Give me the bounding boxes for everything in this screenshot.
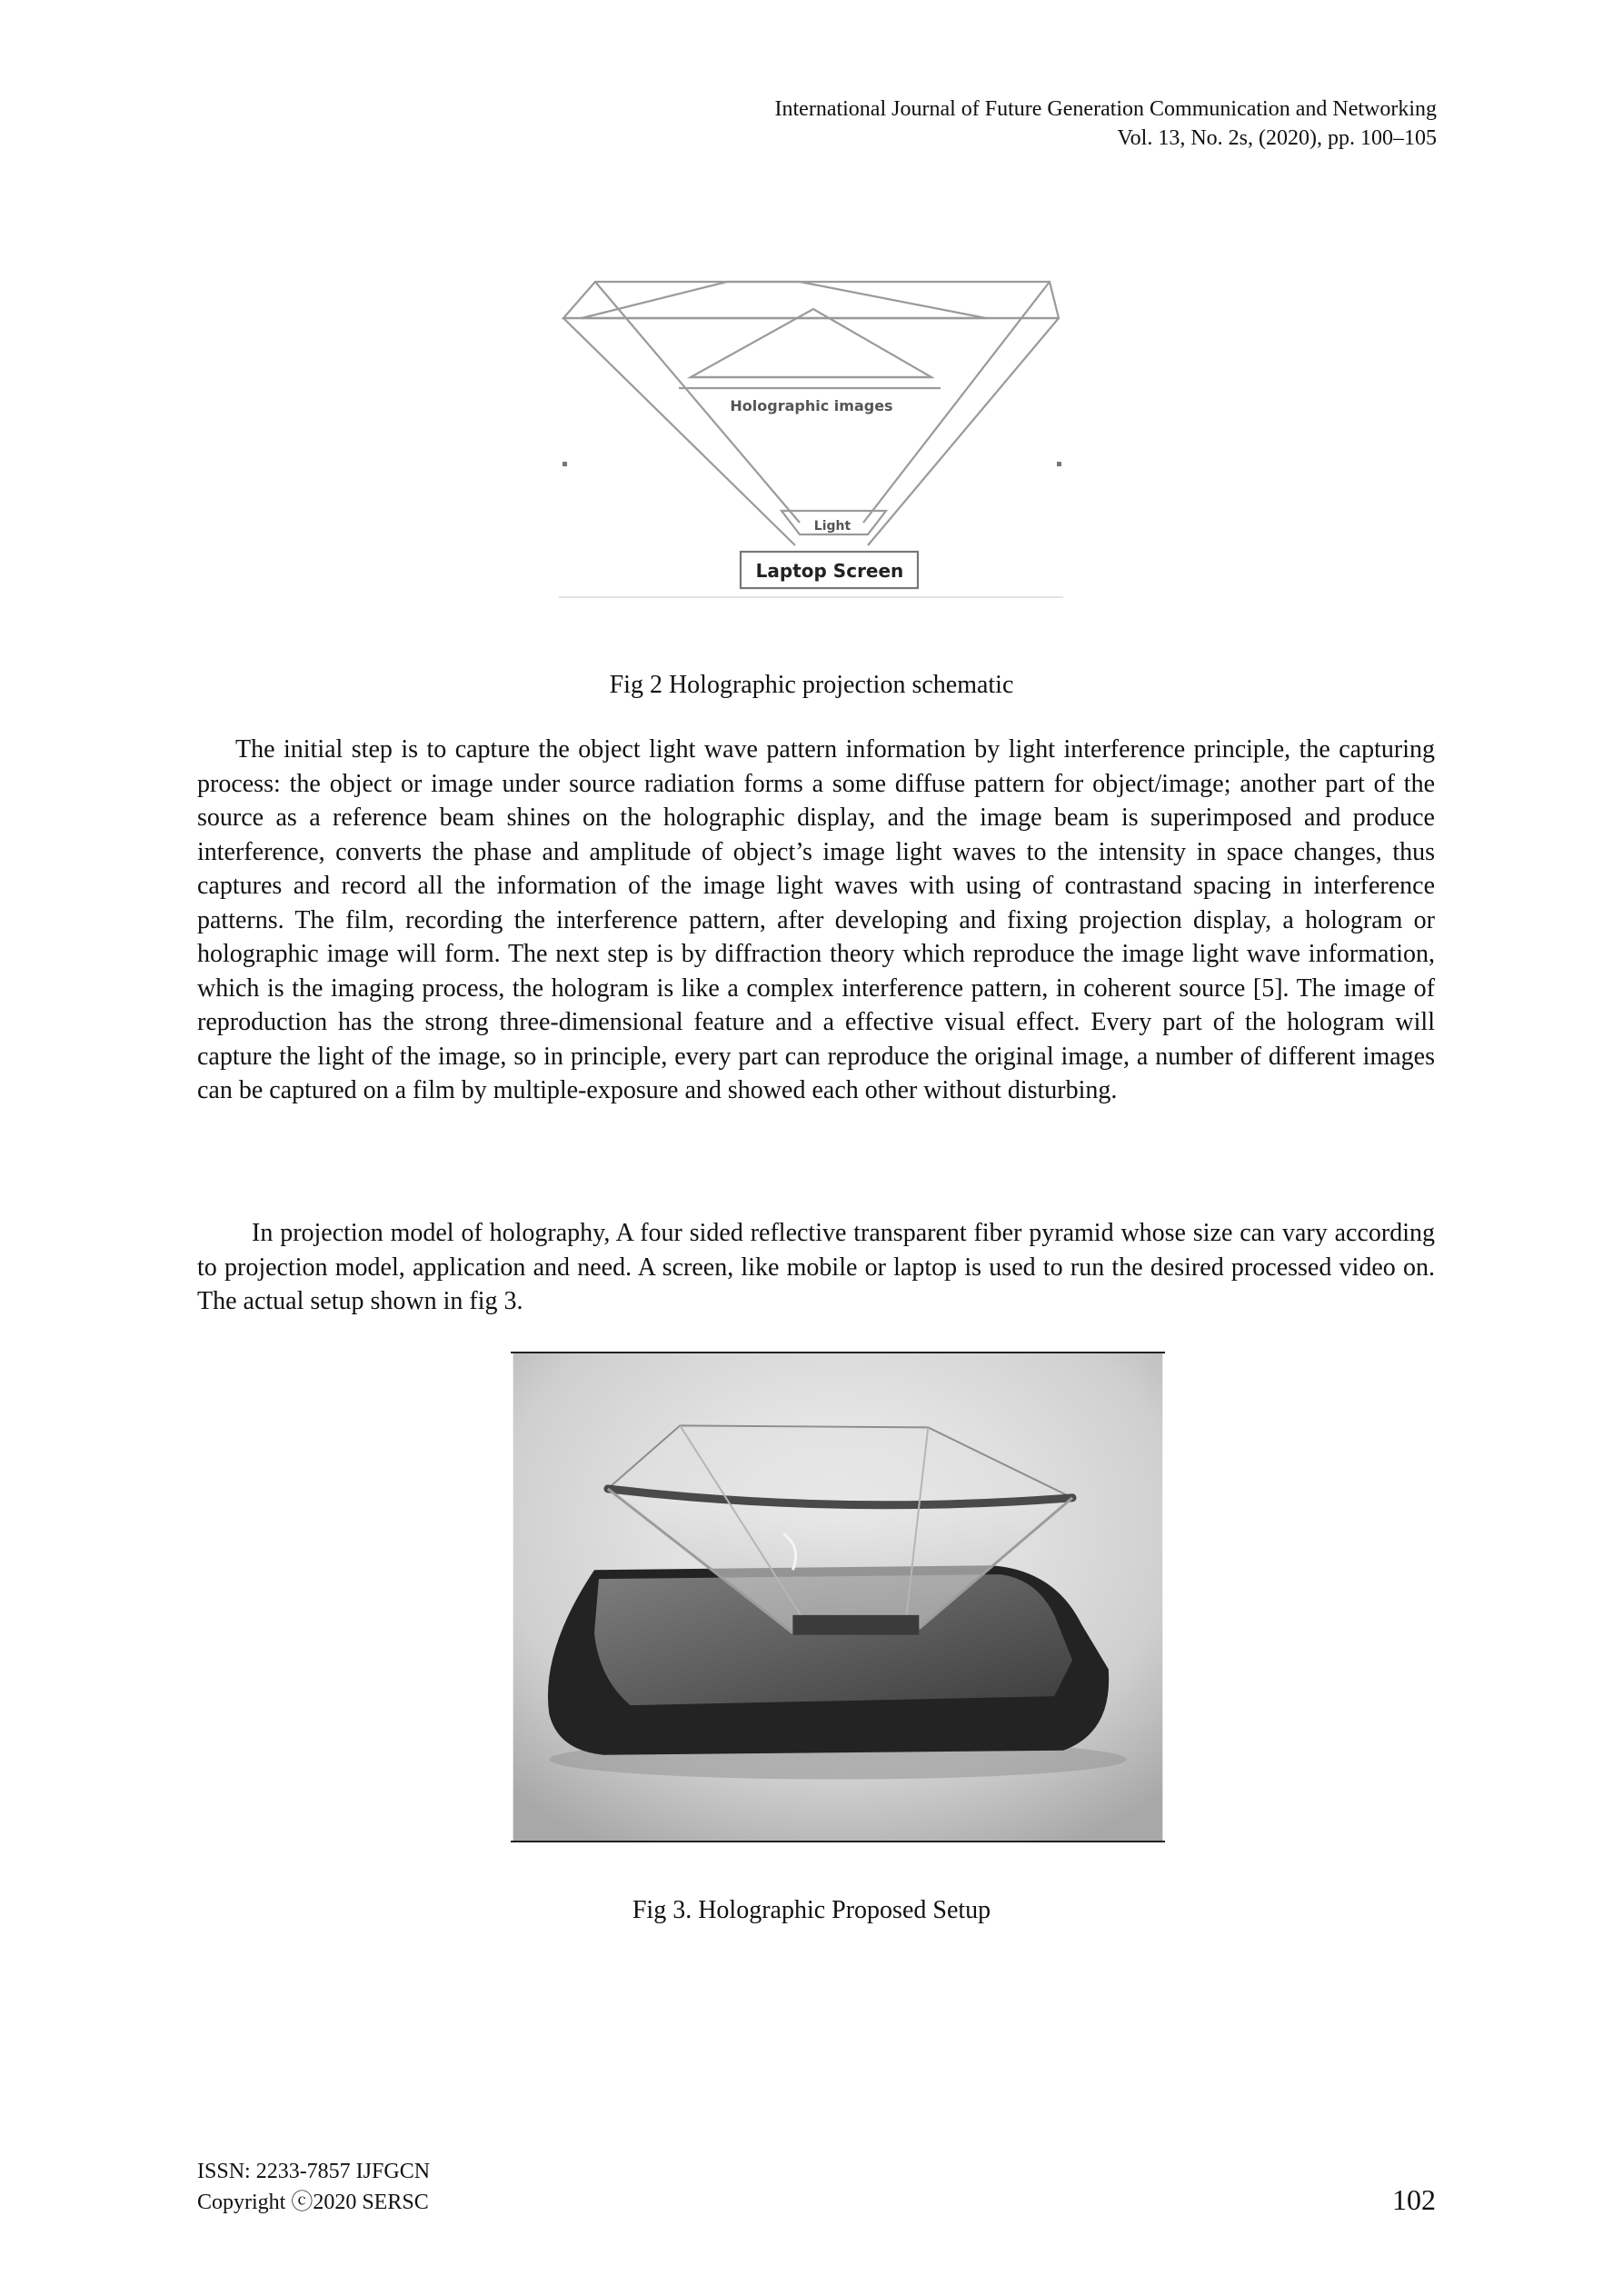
page-number: 102	[1392, 2183, 1436, 2216]
running-header	[775, 95, 1437, 153]
screen-dot-left	[563, 462, 567, 466]
laptop-screen-label: Laptop Screen	[755, 560, 904, 582]
holographic-images-label: Holographic images	[730, 397, 893, 414]
volume-info: Vol. 13, No. 2s, (2020), pp. 100–105	[1117, 126, 1437, 150]
pyramid-base	[792, 1615, 919, 1635]
light-label: Light	[813, 519, 851, 534]
holographic-projection-schematic	[554, 277, 1068, 600]
body-paragraph-1: The initial step is to capture the object light wave pattern information by light interference principle, the capturing process: the object or image under source radiation forms a some diffuse pattern for object/image; another part of the source as a reference beam shines on the holographic display, and the image beam is superimposed and produce interference, converts the phase and amplitude of object’s image light waves to the intensity in space changes, thus captures and record all the information of the image light waves with using of contrastand spacing in interference patterns. The film, recording the interference pattern, after developing and fixing projection display, a hologram or holographic image will form. The next step is by diffraction theory which reproduce the image light wave information, which is the imaging process, the hologram is like a complex interference pattern, in coherent source [5]. The image of reproduction has the strong three-dimensional feature and a effective visual effect. Every part of the hologram will capture the light of the image, so in principle, every part can reproduce the original image, a number of different images can be captured on a film by multiple-exposure and showed each other without disturbing.	[197, 735, 1435, 1104]
figure-2-caption: Fig 2 Holographic projection schematic	[609, 671, 1014, 699]
screen-dot-right	[1057, 462, 1061, 466]
journal-title: International Journal of Future Generation Communication and Networking	[774, 97, 1437, 121]
body-paragraph-2: In projection model of holography, A four sided reflective transparent fiber pyramid whose size can vary according to projection model, application and need. A screen, like mobile or laptop is used to run the desired processed video on. The actual setup shown in fig 3.	[197, 1219, 1435, 1315]
holographic-setup-photo	[511, 1352, 1165, 1842]
issn-line: ISSN: 2233-7857 IJFGCN	[197, 2160, 431, 2183]
figure-3-caption: Fig 3. Holographic Proposed Setup	[632, 1896, 991, 1924]
page-footer	[197, 2156, 430, 2218]
copyright-line: Copyright ⓒ2020 SERSC	[197, 2191, 429, 2214]
